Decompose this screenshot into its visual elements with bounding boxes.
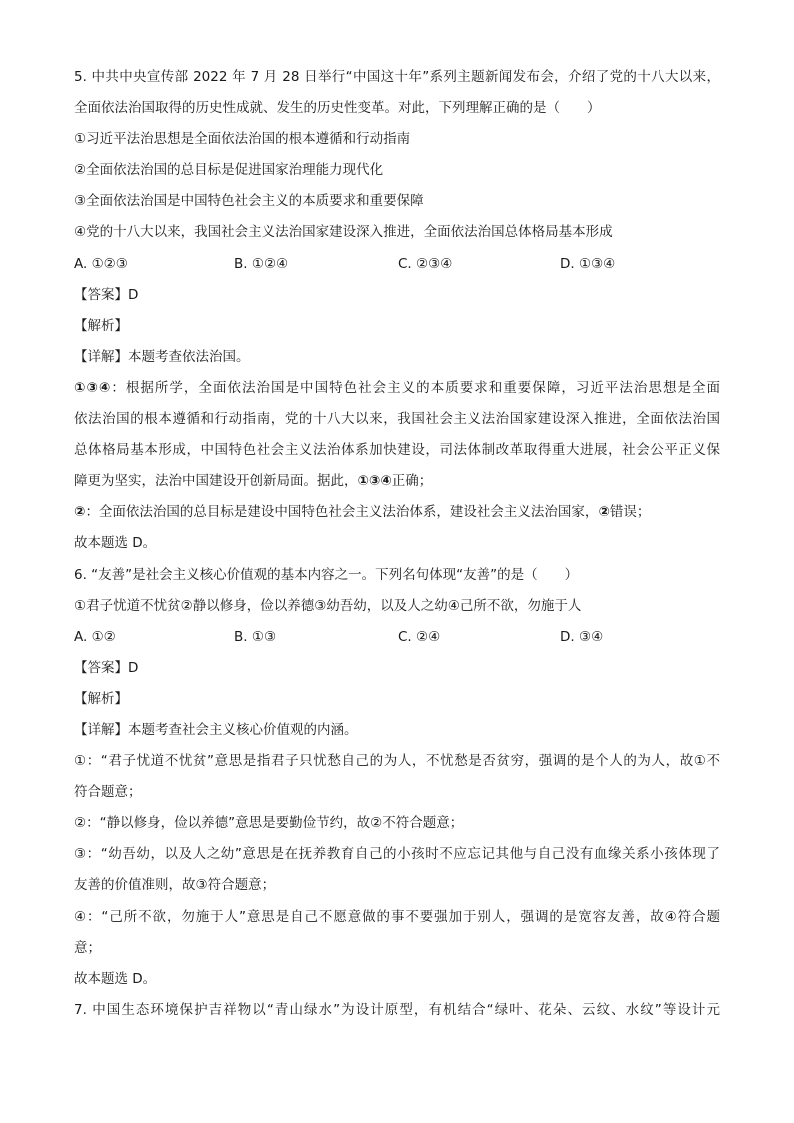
q5-explanation-bold-marker: ② xyxy=(598,504,610,521)
q6-stem: 6. “友善”是社会主义核心价值观的基本内容之一。下列名句体现“友善”的是（ ） xyxy=(74,566,579,583)
q6-answer: 【答案】D xyxy=(74,659,139,676)
q5-explanation-line-5 xyxy=(74,497,720,528)
q5-statement-3: ③全面依法治国是中国特色社会主义的本质要求和重要保障 xyxy=(74,193,424,210)
q5-explanation-line-4 xyxy=(74,466,720,497)
q5-option-d: D. ①③④ xyxy=(560,255,616,272)
q5-options xyxy=(74,249,720,280)
q5-stem-line-1: 5. 中共中央宣传部 2022 年 7 月 28 日举行“中国这十年”系列主题新闻发布会，介绍了党的十八大以来， xyxy=(74,69,720,85)
q6-explanation-line-6: ④：“己所不欲，勿施于人”意思是自己不愿意做的事不要强加于别人，强调的是宽容友善，故④符合题 xyxy=(74,908,720,925)
q5-explanation-text: ：根据所学，全面依法治国是中国特色社会主义的本质要求和重要保障，习近平法治思想是全面 xyxy=(111,379,720,396)
q5-analysis-label: 【解析】 xyxy=(74,317,128,334)
q6-option-d: D. ③④ xyxy=(560,628,604,645)
q5-statement-2: ②全面依法治国的总目标是促进国家治理能力现代化 xyxy=(74,162,384,179)
q5-explanation-bold-marker: ② xyxy=(74,504,86,521)
q6-explanation-line-4: ③：“幼吾幼，以及人之幼”意思是在抚养教育自己的小孩时不应忘记其他与自己没有血缘关系小孩体现了 xyxy=(74,846,720,863)
q5-explanation-line-2: 依法治国的根本遵循和行动指南，党的十八大以来，我国社会主义法治国家建设深入推进，全面依法治国 xyxy=(74,411,720,428)
q5-explanation-bold-marker: ①③④ xyxy=(74,379,112,396)
q5-statement-1: ①习近平法治思想是全面依法治国的根本遵循和行动指南 xyxy=(74,131,411,148)
q5-explanation-text: ：全面依法治国的总目标是建设中国特色社会主义法治体系，建设社会主义法治国家， xyxy=(85,504,599,521)
q6-option-c: C. ②④ xyxy=(398,628,441,645)
q7-stem-line-1: 7. 中国生态环境保护吉祥物以“青山绿水”为设计原型，有机结合“绿叶、花朵、云纹、水纹”等设计元 xyxy=(74,1001,720,1018)
q5-option-c: C. ②③④ xyxy=(398,255,453,272)
q6-detail: 【详解】本题考查社会主义核心价值观的内涵。 xyxy=(74,721,358,738)
q5-answer: 【答案】D xyxy=(74,286,139,303)
q5-explanation-text: 错误； xyxy=(609,504,651,521)
q5-explanation-bold-marker: ①③④ xyxy=(357,473,392,490)
q5-explanation-line-3: 总体格局基本形成，中国特色社会主义法治体系加快建设，司法体制改革取得重大进展，社会公平正义保 xyxy=(74,442,720,459)
q6-analysis-label: 【解析】 xyxy=(74,690,128,707)
page-content xyxy=(74,62,720,1026)
q6-explanation-line-7: 意； xyxy=(74,939,101,956)
q6-statements: ①君子忧道不忧贫②静以修身，俭以养德③幼吾幼，以及人之幼④己所不欲，勿施于人 xyxy=(74,597,582,614)
q6-option-a: A. ①② xyxy=(74,628,116,645)
q5-detail: 【详解】本题考查依法治国。 xyxy=(74,348,250,365)
q5-explanation-line-1 xyxy=(74,373,720,404)
q6-explanation-line-2: 符合题意； xyxy=(74,784,142,801)
q5-statement-4: ④党的十八大以来，我国社会主义法治国家建设深入推进，全面依法治国总体格局基本形成 xyxy=(74,224,613,241)
q5-explanation-text: 障更为坚实，法治中国建设开创新局面。据此， xyxy=(74,473,358,490)
q5-conclusion: 故本题选 D。 xyxy=(74,535,157,552)
q6-options xyxy=(74,622,720,653)
q5-explanation-text: 正确； xyxy=(391,473,433,490)
q5-option-a: A. ①②③ xyxy=(74,255,128,272)
q5-stem-line-2: 全面依法治国取得的历史性成就、发生的历史性变革。对此，下列理解正确的是（ ） xyxy=(74,100,601,117)
q6-conclusion: 故本题选 D。 xyxy=(74,970,157,987)
q6-explanation-line-5: 友善的价值准则，故③符合题意； xyxy=(74,877,276,894)
q6-explanation-line-3: ②：“静以修身，俭以养德”意思是要勤俭节约，故②不符合题意； xyxy=(74,815,464,832)
q6-option-b: B. ①③ xyxy=(234,628,277,645)
q5-option-b: B. ①②④ xyxy=(234,255,289,272)
q6-explanation-line-1: ①：“君子忧道不忧贫”意思是指君子只忧愁自己的为人，不忧愁是否贫穷，强调的是个人的为人，故①不 xyxy=(74,753,720,770)
